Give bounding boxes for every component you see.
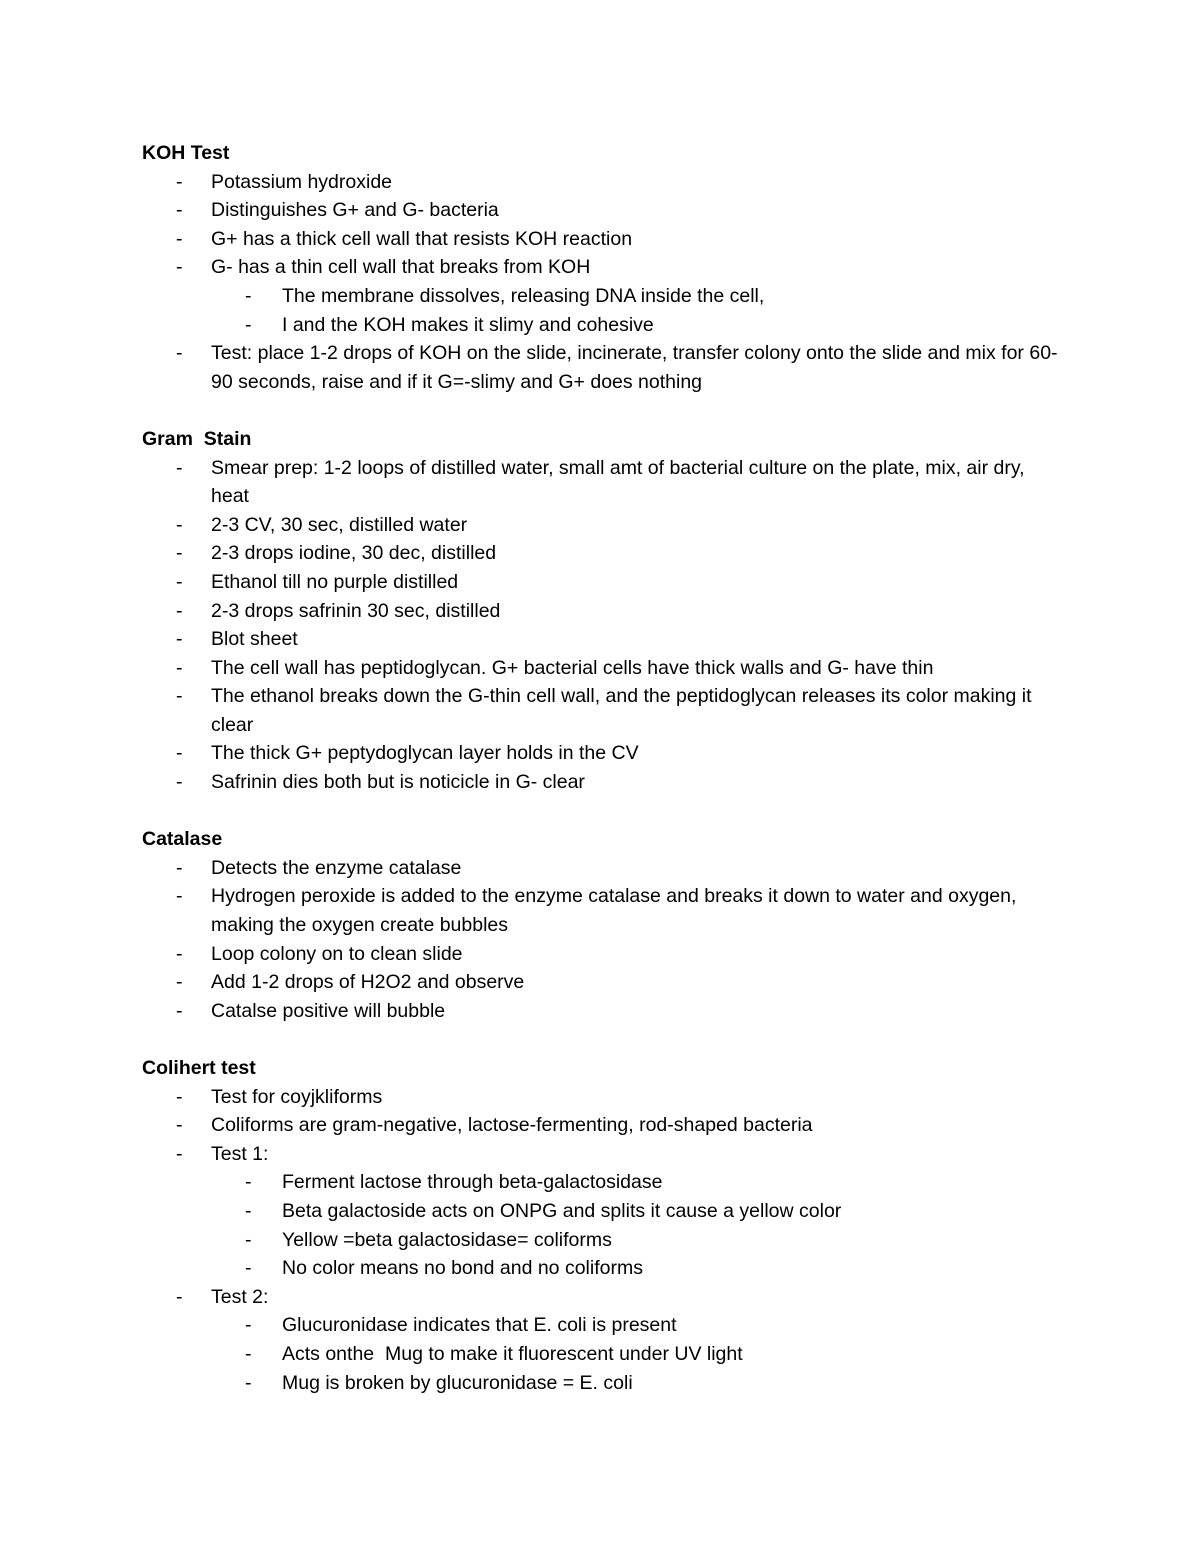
- list-item: [142, 882, 1062, 939]
- bullet-dash: -: [176, 1142, 183, 1165]
- sub-list-item-text: Acts onthe Mug to make it fluorescent under UV light: [282, 1342, 743, 1365]
- bullet-dash: -: [245, 1371, 252, 1394]
- list-item-text: Smear prep: 1-2 loops of distilled water, small amt of bacterial culture on the plate, mix, air dry, heat: [211, 456, 1025, 508]
- list-item-text: Distinguishes G+ and G- bacteria: [211, 199, 499, 222]
- list-item: [142, 339, 1062, 396]
- bullet-dash: -: [176, 885, 183, 908]
- sub-list-item-text: Ferment lactose through beta-galactosidase: [282, 1171, 663, 1194]
- sub-list-item: [211, 1311, 1062, 1340]
- bullet-dash: -: [245, 1257, 252, 1280]
- list-item: [142, 768, 1062, 797]
- bullet-dash: -: [176, 1085, 183, 1108]
- bullet-dash: -: [176, 942, 183, 965]
- bullet-dash: -: [245, 284, 252, 307]
- bullet-dash: -: [176, 1285, 183, 1308]
- sub-bullet-list: [211, 1311, 1062, 1397]
- list-item-text: The thick G+ peptydoglycan layer holds in the CV: [211, 742, 639, 765]
- sub-list-item: [211, 311, 1062, 340]
- section-heading: Colihert test: [142, 1057, 256, 1079]
- bullet-dash: -: [245, 1171, 252, 1194]
- bullet-list: [142, 454, 1062, 797]
- sub-list-item-text: Glucuronidase indicates that E. coli is present: [282, 1314, 677, 1337]
- bullet-dash: -: [176, 771, 183, 794]
- sub-list-item: [211, 1197, 1062, 1226]
- bullet-list: [142, 1083, 1062, 1398]
- bullet-dash: -: [176, 1114, 183, 1137]
- list-item-text: 2-3 drops iodine, 30 dec, distilled: [211, 542, 497, 565]
- list-item-text: Add 1-2 drops of H2O2 and observe: [211, 971, 525, 994]
- list-item-text: Test for coyjkliforms: [211, 1085, 383, 1108]
- sub-bullet-list: [211, 282, 1062, 339]
- bullet-dash: -: [245, 1228, 252, 1251]
- list-item-text: Test: place 1-2 drops of KOH on the slide, incinerate, transfer colony onto the slide and mix for 60-90 seconds, raise and if it G=-slimy and G+ does nothing: [211, 342, 1058, 393]
- sub-list-item: [211, 1340, 1062, 1369]
- bullet-dash: -: [176, 656, 183, 679]
- bullet-dash: -: [245, 1199, 252, 1222]
- sub-list-item: [211, 282, 1062, 311]
- list-item-text: The ethanol breaks down the G-thin cell wall, and the peptidoglycan releases its color making it clear: [211, 685, 1032, 736]
- bullet-list: [142, 854, 1062, 1026]
- sub-list-item: [211, 1226, 1062, 1255]
- list-item-text: Potassium hydroxide: [211, 170, 393, 193]
- list-item-text: Safrinin dies both but is noticicle in G- clear: [211, 771, 585, 794]
- bullet-dash: -: [176, 685, 183, 708]
- section-heading: KOH Test: [142, 142, 230, 164]
- sub-list-item-text: No color means no bond and no coliforms: [282, 1257, 643, 1280]
- list-item: [142, 511, 1062, 540]
- section-heading: Gram Stain: [142, 427, 252, 450]
- list-item: [142, 1083, 1062, 1112]
- sub-list-item: [211, 1254, 1062, 1283]
- bullet-dash: -: [176, 199, 183, 222]
- list-item-text: G- has a thin cell wall that breaks from KOH: [211, 256, 591, 279]
- bullet-dash: -: [245, 313, 252, 336]
- bullet-dash: -: [176, 170, 183, 193]
- list-item: [142, 940, 1062, 969]
- list-item-text: Test 1:: [211, 1142, 269, 1165]
- bullet-list: [142, 168, 1062, 397]
- bullet-dash: -: [245, 1314, 252, 1337]
- sub-list-item-text: Beta galactoside acts on ONPG and splits it cause a yellow color: [282, 1199, 842, 1222]
- list-item: [142, 225, 1062, 254]
- bullet-dash: -: [176, 971, 183, 994]
- list-item-text: Test 2:: [211, 1285, 269, 1308]
- list-item: [142, 682, 1062, 739]
- sub-list-item-text: I and the KOH makes it slimy and cohesive: [282, 313, 654, 336]
- bullet-dash: -: [176, 513, 183, 536]
- list-item-text: Loop colony on to clean slide: [211, 942, 463, 965]
- section-gram-stain: [142, 425, 1062, 797]
- sub-list-item-text: The membrane dissolves, releasing DNA inside the cell,: [282, 284, 765, 307]
- bullet-dash: -: [176, 856, 183, 879]
- list-item-text: Coliforms are gram-negative, lactose-fermenting, rod-shaped bacteria: [211, 1114, 813, 1137]
- list-item: [142, 625, 1062, 654]
- sub-list-item-text: Mug is broken by glucuronidase = E. coli: [282, 1371, 633, 1394]
- bullet-dash: -: [176, 999, 183, 1022]
- list-item: [142, 1111, 1062, 1140]
- bullet-dash: -: [245, 1342, 252, 1365]
- list-item-text: 2-3 drops safrinin 30 sec, distilled: [211, 599, 501, 622]
- bullet-dash: -: [176, 256, 183, 279]
- bullet-dash: -: [176, 628, 183, 651]
- list-item-text: Detects the enzyme catalase: [211, 856, 462, 879]
- section-catalase: [142, 825, 1062, 1025]
- list-item: [142, 597, 1062, 626]
- list-item-text: 2-3 CV, 30 sec, distilled water: [211, 513, 468, 536]
- list-item: [142, 1140, 1062, 1283]
- list-item: [142, 1283, 1062, 1397]
- list-item: [142, 997, 1062, 1026]
- section-heading: Catalase: [142, 828, 223, 851]
- bullet-dash: -: [176, 542, 183, 565]
- bullet-dash: -: [176, 456, 183, 479]
- sub-bullet-list: [211, 1168, 1062, 1282]
- list-item-text: Blot sheet: [211, 628, 298, 651]
- sub-list-item: [211, 1168, 1062, 1197]
- bullet-dash: -: [176, 570, 183, 593]
- list-item: [142, 454, 1062, 511]
- list-item: [142, 854, 1062, 883]
- list-item: [142, 253, 1062, 339]
- list-item: [142, 568, 1062, 597]
- list-item: [142, 654, 1062, 683]
- bullet-dash: -: [176, 742, 183, 765]
- list-item: [142, 968, 1062, 997]
- sub-list-item-text: Yellow =beta galactosidase= coliforms: [282, 1228, 612, 1251]
- bullet-dash: -: [176, 342, 183, 365]
- list-item: [142, 539, 1062, 568]
- document-content: [142, 139, 1062, 1426]
- bullet-dash: -: [176, 599, 183, 622]
- list-item: [142, 739, 1062, 768]
- list-item-text: The cell wall has peptidoglycan. G+ bacterial cells have thick walls and G- have thin: [211, 656, 934, 679]
- list-item-text: Hydrogen peroxide is added to the enzyme catalase and breaks it down to water and oxygen, making the oxygen create bubbles: [211, 885, 1017, 937]
- list-item: [142, 168, 1062, 197]
- list-item: [142, 196, 1062, 225]
- section-koh-test: [142, 139, 1062, 396]
- bullet-dash: -: [176, 227, 183, 250]
- list-item-text: Catalse positive will bubble: [211, 999, 446, 1022]
- list-item-text: Ethanol till no purple distilled: [211, 570, 459, 593]
- list-item-text: G+ has a thick cell wall that resists KOH reaction: [211, 227, 633, 250]
- section-colihert-test: [142, 1054, 1062, 1397]
- sub-list-item: [211, 1369, 1062, 1398]
